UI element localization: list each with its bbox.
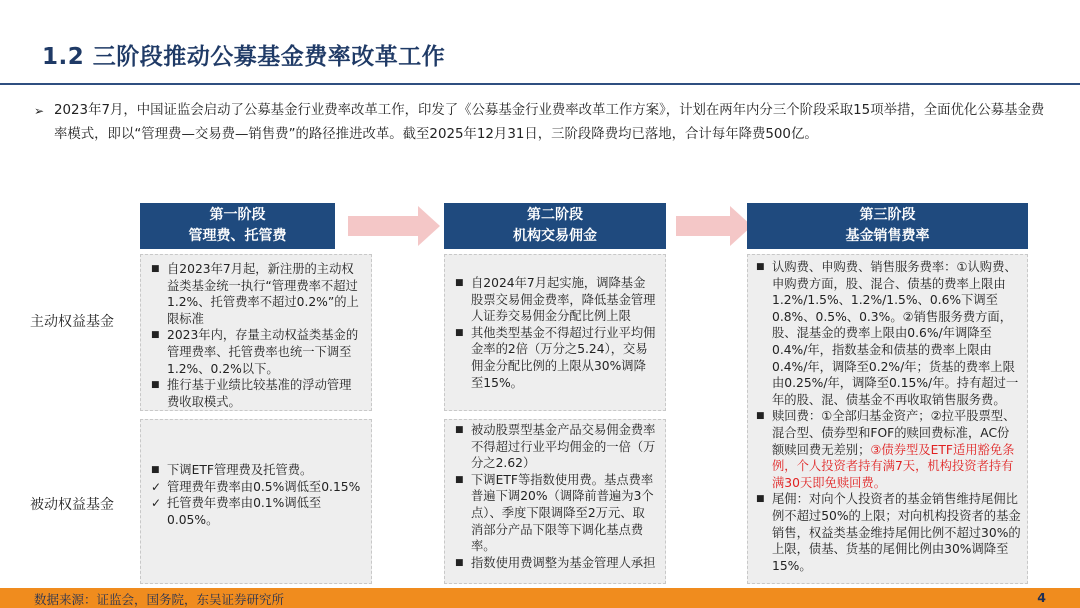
intro-text: 2023年7月，中国证监会启动了公募基金行业费率改革工作，印发了《公募基金行业费率改革工作方案》，计划在两年内分三个阶段采取15项举措，全面优化公募基金费率模式，即以“管理费—交易费—销售费”的路径推进改革。截至2025年12月31日，三阶段降费均已落地，合计每年降费500亿。 <box>54 103 1045 142</box>
bullet-icon: ■ <box>151 264 160 274</box>
list-item: ■ 自2023年7月起，新注册的主动权益类基金统一执行“管理费率不超过1.2%、托管费率不超过0.2%”的上限标准 <box>151 262 359 326</box>
list-item: ■ 下调ETF等指数使用费。基点费率普遍下调20%（调降前普遍为3个点）、季度下限调降至2万元、取消部分产品下限等下调化基点费率。 <box>455 472 654 554</box>
stage-3-header <box>747 203 1028 249</box>
stage-1-passive-box <box>140 419 372 584</box>
list-item: ■ 指数使用费调整为基金管理人承担 <box>455 555 656 570</box>
bullet-icon: ■ <box>756 262 765 272</box>
list-item: ✓ 托管费年费率由0.1%调低至0.05%。 <box>151 496 322 527</box>
bullet-icon: ■ <box>151 380 160 391</box>
list-item: ■ 推行基于业绩比较基准的浮动管理费收取模式。 <box>151 378 352 409</box>
bullet-icon: ■ <box>455 425 464 435</box>
list-item: ■ 其他类型基金不得超过行业平均佣金率的2倍（万分之5.24），交易佣金分配比例的上限从30%调降至15%。 <box>455 325 656 390</box>
bullet-icon: ■ <box>455 278 464 288</box>
footer-bar <box>0 588 1080 608</box>
list-item <box>756 408 1021 491</box>
stage-2-name: 第二阶段 <box>527 207 583 223</box>
stage-3-box <box>747 254 1028 584</box>
stage-2-topic: 机构交易佣金 <box>513 228 597 244</box>
data-source: 数据来源：证监会，国务院，东吴证券研究所 <box>34 592 285 607</box>
check-icon: ✓ <box>151 479 162 494</box>
bullet-icon: ■ <box>756 494 765 505</box>
list-item: ■ 认购费、申购费、销售服务费率：①认购费、申购费方面，股、混合、债基的费率上限由1.2%/1.5%、1.2%/1.5%、0.6%下调至0.8%、0.5%、0.3%。②销售服务费方面，股、混基金的费率上限由0.6%/年调降至0.4%/年，指数基金和债基的费率上限由0.4%/年，调降至0.2%/年；货基的费率上限由0.25%/年，调降至0.15%/年。持有超过一年的股、混、债基金不再收取销售服务费。 <box>756 260 1019 407</box>
bullet-icon: ■ <box>455 474 464 485</box>
page-number: 4 <box>1037 590 1046 605</box>
list-item: ✓ 管理费年费率由0.5%调低至0.15% <box>151 479 361 494</box>
stage-1-name: 第一阶段 <box>209 207 266 223</box>
stage-arrow-1-body <box>348 216 420 236</box>
stage-arrow-2-body <box>676 216 732 236</box>
list-item: ■ 自2024年7月起实施，调降基金股票交易佣金费率，降低基金管理人证券交易佣金分配比例上限 <box>455 276 656 324</box>
stage-1-topic: 管理费、托管费 <box>188 228 287 244</box>
list-item: ■ 尾佣：对向个人投资者的基金销售维持尾佣比例不超过50%的上限；对向机构投资者的基金销售，权益类基金维持尾佣比例不超过30%的上限，债基、货基的尾佣比例由30%调降至15%。 <box>756 492 1021 573</box>
bullet-icon: ■ <box>151 465 160 475</box>
stage-2-passive-box <box>444 419 666 584</box>
arrow-bullet-icon: ➢ <box>34 104 45 118</box>
check-icon: ✓ <box>151 496 162 511</box>
stage-2-header <box>444 203 666 249</box>
stage-1-header <box>140 203 335 249</box>
title-divider <box>0 83 1080 85</box>
bullet-icon: ■ <box>151 330 160 341</box>
stage-3-name: 第三阶段 <box>859 207 916 223</box>
list-item: ■ 下调ETF管理费及托管费。 <box>151 463 313 477</box>
page-title: 1.2 三阶段推动公募基金费率改革工作 <box>42 44 446 70</box>
redemption-text: 赎回费：①全部归基金资产；②拉平股票型、混合型、债券型和FOF的赎回费标准，AC份额赎回费无差别； <box>772 409 1016 457</box>
list-item: ■ 被动股票型基金产品交易佣金费率不得超过行业平均佣金的一倍（万分之2.62） <box>455 423 656 471</box>
bullet-icon: ■ <box>455 557 464 568</box>
stage-3-topic: 基金销售费率 <box>845 228 930 244</box>
row-label-passive: 被动权益基金 <box>30 497 114 513</box>
bullet-icon: ■ <box>455 327 464 338</box>
list-item: ■ 2023年内，存量主动权益类基金的管理费率、托管费率也统一下调至1.2%、0.2%以下。 <box>151 328 359 376</box>
stage-1-active-box <box>140 254 372 411</box>
redemption-highlight: ③债券型及ETF适用豁免条例，个人投资者持有满7天，机构投资者持有满30天即免赎回费。 <box>772 442 1015 490</box>
row-label-active: 主动权益基金 <box>30 314 114 330</box>
stage-2-active-box <box>444 254 666 411</box>
bullet-icon: ■ <box>756 411 765 422</box>
stage-arrow-1-icon <box>418 206 440 246</box>
